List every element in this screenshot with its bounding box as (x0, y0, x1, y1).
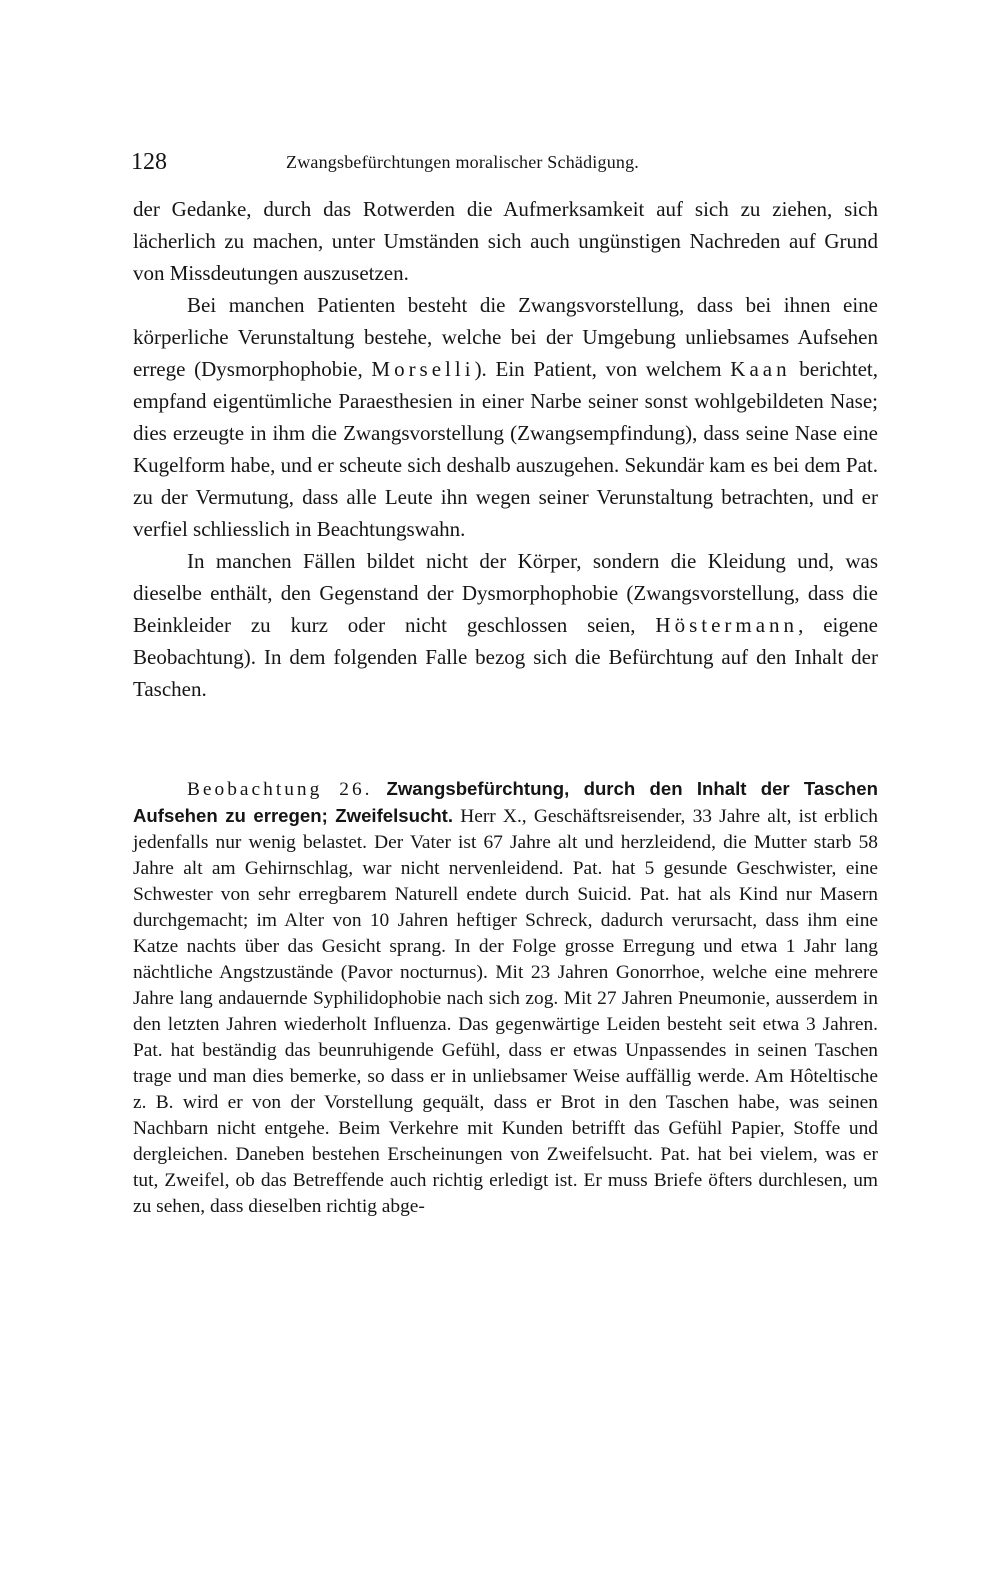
paragraph-1-text: der Gedanke, durch das Rotwerden die Aufmerksamkeit auf sich zu ziehen, sich lächerlich zu machen, unter Umständen sich auch ungünstigen Nachreden auf Grund von Missdeutungen auszusetzen. (133, 197, 878, 285)
body-text (133, 193, 878, 705)
running-title: Zwangsbefürchtungen moralischer Schädigung. (286, 152, 639, 172)
paragraph-1 (133, 193, 878, 289)
paragraph-3-text-a: In manchen Fällen bildet nicht der Körper, sondern die Kleidung und, was dieselbe enthält, den Gegenstand der Dysmorphophobie (Zwangsvorstellung, dass die Beinkleider zu kurz oder nicht geschlossen seien, (133, 549, 878, 637)
paragraph-2 (133, 289, 878, 545)
observation-paragraph (133, 776, 878, 1220)
page-number: 128 (131, 149, 167, 175)
author-name-hoestermann: Höstermann (655, 613, 799, 637)
page-header (131, 148, 880, 176)
case-observation (133, 776, 878, 1220)
paragraph-2-text-b: ). Ein Patient, von welchem (474, 357, 731, 381)
observation-text: Herr X., Geschäftsreisender, 33 Jahre alt, ist erblich jedenfalls nur wenig belastet. Der Vater ist 67 Jahre alt und herzleidend, die Mutter starb 58 Jahre alt am Gehirnschlag, war nicht nervenleidend. Pat. hat 5 gesunde Geschwister, eine Schwester von sehr erregbarem Naturell endete durch Suicid. Pat. hat als Kind nur Masern durchgemacht; im Alter von 10 Jahren heftiger Schreck, dadurch verursacht, dass ihm eine Katze nachts über das Gesicht sprang. In der Folge grosse Erregung und etwa 1 Jahr lang nächtliche Angstzustände (Pavor nocturnus). Mit 23 Jahren Gonorrhoe, welche eine mehrere Jahre lang andauernde Syphilidophobie nach sich zog. Mit 27 Jahren Pneumonie, ausserdem in den letzten Jahren wiederholt Influenza. Das gegenwärtige Leiden besteht seit etwa 3 Jahren. Pat. hat beständig das beunruhigende Gefühl, dass er etwas Unpassendes in seinen Taschen trage und man dies bemerke, so dass er in unliebsamer Weise auffällig werde. Am Hôteltische z. B. wird er von der Vorstellung gequält, dass er Brot in den Taschen habe, was seinen Nachbarn nicht entgehe. Beim Verkehre mit Kunden betrifft das Gefühl Papier, Stoffe und dergleichen. Daneben bestehen Erscheinungen von Zweifelsucht. Pat. hat bei vielem, was er tut, Zweifel, ob das Betreffende auch richtig erledigt ist. Er muss Briefe öfters durchlesen, um zu sehen, dass dieselben richtig abge- (133, 806, 878, 1217)
paragraph-3 (133, 545, 878, 705)
paragraph-2-text-a: Bei manchen Patienten besteht die Zwangsvorstellung, dass bei ihnen eine körperliche Verunstaltung bestehe, welche bei der Umgebung unliebsames Aufsehen errege (Dysmorphophobie, (133, 293, 878, 381)
author-name-kaan: Kaan (730, 357, 791, 381)
paragraph-3-text-b: , eigene Beobachtung). In dem folgenden Falle bezog sich die Befürchtung auf den Inhalt der Taschen. (133, 613, 879, 701)
observation-title: Zwangsbefürchtung, durch den Inhalt der Taschen Aufsehen zu erregen; Zweifelsucht. (133, 778, 878, 826)
observation-label: Beobachtung 26. (187, 779, 373, 800)
author-name-morselli: Morselli (371, 357, 475, 381)
paragraph-2-text-c: berichtet, empfand eigentümliche Paraesthesien in einer Narbe seiner sonst wohlgebildeten Nase; dies erzeugte in ihm die Zwangsvorstellung (Zwangsempfindung), dass seine Nase eine Kugelform habe, und er scheute sich deshalb auszugehen. Sekundär kam es bei dem Pat. zu der Vermutung, dass alle Leute ihn wegen seiner Verunstaltung betrachten, und er verfiel schliesslich in Beachtungswahn. (133, 357, 878, 541)
